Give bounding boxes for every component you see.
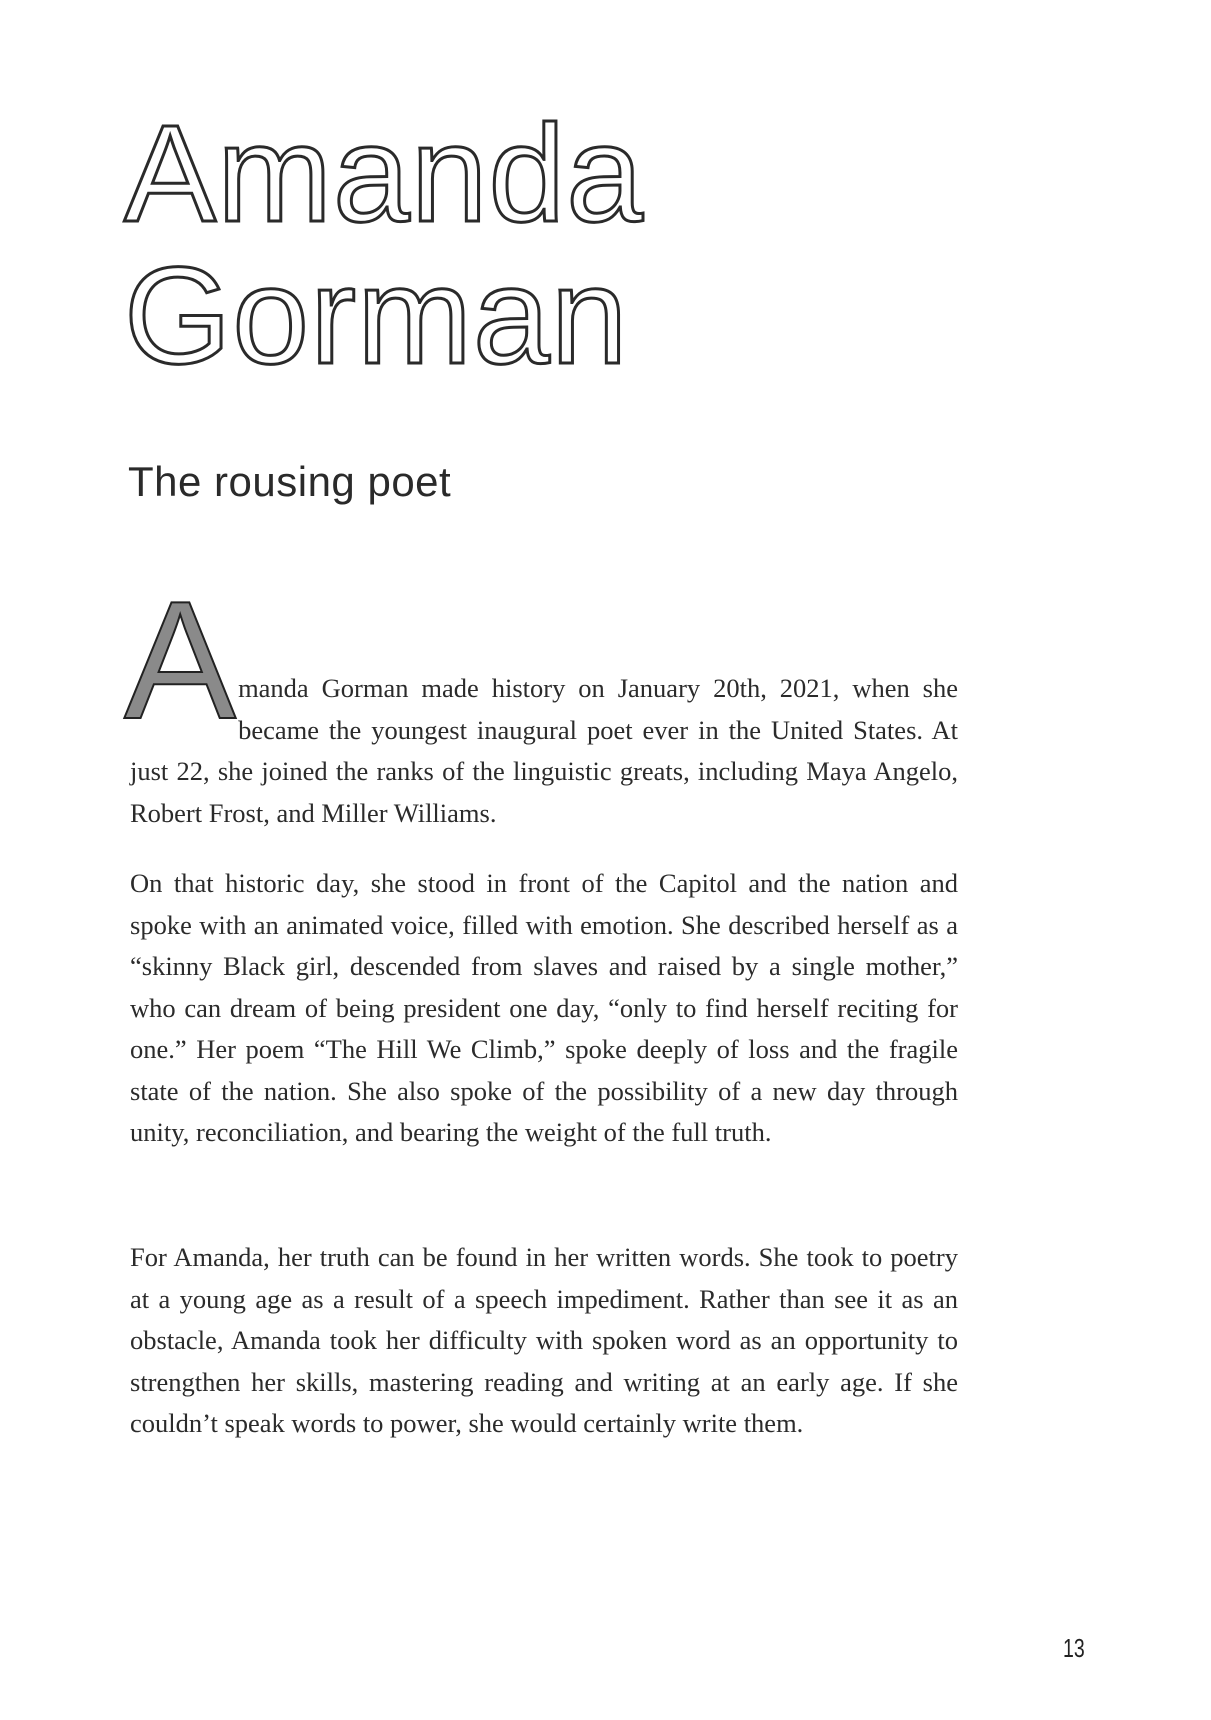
page-title-line-1: Amanda bbox=[124, 97, 644, 251]
page-title-line-2: Gorman bbox=[124, 239, 629, 393]
drop-cap: A bbox=[124, 566, 237, 754]
subtitle: The rousing poet bbox=[128, 458, 452, 505]
drop-cap-spacer bbox=[130, 588, 958, 668]
paragraph-2: On that historic day, she stood in front of the Capitol and the nation and spoke with an animated voice, filled with emotion. She described herself as a “skinny Black girl, descended from slaves and raised by a single mother,” who can dream of being president one day, “only to find herself reciting for one.” Her poem “The Hill We Climb,” spoke deeply of loss and the fragile state of the nation. She also spoke of the possibility of a new day through unity, reconciliation, and bearing the weight of the full truth. bbox=[130, 868, 958, 1147]
paragraph-1-text: manda Gorman made history on January 20th, 2021, when she became the youngest inaugural poet ever in the United States. At just 22, she joined the ranks of the linguistic greats, including Maya Angelo, Robert Frost, and Miller Williams. bbox=[130, 673, 958, 828]
page-number: 13 bbox=[1063, 1633, 1085, 1663]
paragraph-1 bbox=[124, 566, 958, 834]
paragraph-3: For Amanda, her truth can be found in her written words. She took to poetry at a young age as a result of a speech impediment. Rather than see it as an obstacle, Amanda took her difficulty with spoken word as an opportunity to strengthen her skills, mastering reading and writing at an early age. If she couldn’t speak words to power, she would certainly write them. bbox=[130, 1242, 958, 1438]
